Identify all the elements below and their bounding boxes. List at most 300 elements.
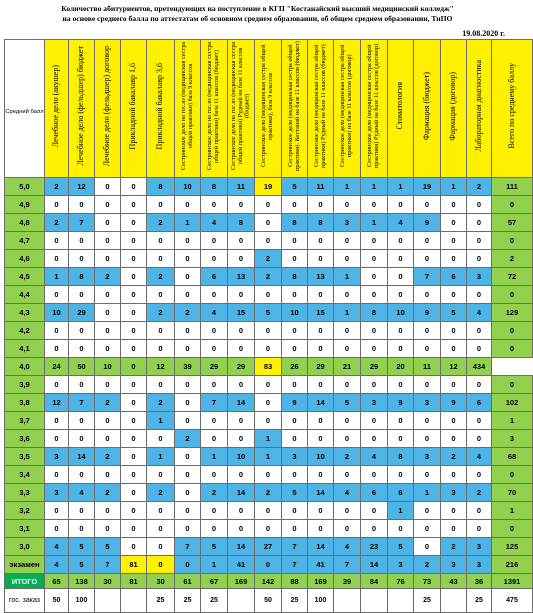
table-cell: 0 (147, 340, 175, 358)
table-cell: 0 (69, 412, 95, 430)
row-label: 4,0 (5, 358, 45, 376)
table-cell: 9 (414, 304, 441, 322)
table-cell: 10 (228, 448, 255, 466)
column-header-label: Сестринское дело (медицинская сестра общей практики), база 9 классов (260, 44, 274, 168)
table-cell: 1 (334, 304, 361, 322)
table-cell: 0 (45, 376, 69, 394)
table-cell: 2 (255, 250, 282, 268)
table-cell: 3 (45, 448, 69, 466)
table-cell: 0 (147, 538, 175, 556)
column-header-label: Фармация (договор) (448, 71, 458, 141)
table-cell: 1 (255, 448, 282, 466)
table-cell: 8 (308, 214, 334, 232)
row-label: 3,8 (5, 394, 45, 412)
table-cell: 0 (334, 502, 361, 520)
table-cell: 0 (388, 196, 414, 214)
table-cell: 0 (414, 466, 441, 484)
table-cell: 0 (147, 196, 175, 214)
row-label: 3,0 (5, 538, 45, 556)
column-header-label: Сестринское дело (медицинская сестра общей практики) Рудный на базе 11 классов (договор) (366, 43, 380, 169)
table-cell: 0 (361, 250, 388, 268)
column-header-label: Прикладной бакалавр 1,6 (128, 62, 138, 150)
table-cell: 0 (388, 268, 414, 286)
table-cell: 0 (441, 430, 467, 448)
table-cell: 1 (201, 556, 228, 574)
itogo-row (5, 574, 533, 589)
table-cell: 8 (69, 268, 95, 286)
table-cell: 2 (414, 556, 441, 574)
table-cell: 0 (121, 268, 147, 286)
table-cell: 0 (334, 412, 361, 430)
table-row (5, 358, 533, 376)
table-cell: 0 (308, 196, 334, 214)
table-cell: 0 (334, 520, 361, 538)
table-cell: 0 (121, 448, 147, 466)
column-header-label: Сестринское дело (медицинская сестра общей практики) на базе 11 классов (договор) (339, 44, 353, 168)
table-cell: 0 (441, 340, 467, 358)
row-label: экзамен (5, 556, 45, 574)
table-cell: 7 (414, 268, 441, 286)
table-cell: 0 (45, 430, 69, 448)
table-cell: 0 (308, 250, 334, 268)
table-cell: 0 (147, 466, 175, 484)
itogo-cell: 67 (201, 574, 228, 589)
table-cell: 0 (441, 232, 467, 250)
table-cell: 0 (467, 286, 492, 304)
table-cell: 0 (414, 538, 441, 556)
column-header (492, 40, 533, 178)
table-cell: 0 (175, 412, 201, 430)
table-cell: 0 (361, 286, 388, 304)
gos-cell: 25 (175, 589, 201, 613)
column-header (95, 40, 121, 178)
table-cell: 0 (467, 376, 492, 394)
table-cell: 0 (201, 232, 228, 250)
table-cell: 0 (95, 502, 121, 520)
table-cell: 14 (308, 484, 334, 502)
table-cell: 0 (308, 340, 334, 358)
column-header (121, 40, 147, 178)
table-cell: 0 (308, 520, 334, 538)
table-cell: 9 (414, 214, 441, 232)
table-cell: 0 (388, 232, 414, 250)
table-cell: 50 (69, 358, 95, 376)
table-cell: 0 (121, 430, 147, 448)
table-cell: 0 (175, 322, 201, 340)
table-cell: 0 (121, 412, 147, 430)
table-cell: 0 (228, 412, 255, 430)
table-cell: 0 (95, 376, 121, 394)
table-cell: 0 (95, 178, 121, 196)
table-cell: 14 (308, 538, 334, 556)
gos-cell: 25 (201, 589, 228, 613)
table-cell: 0 (414, 250, 441, 268)
table-cell: 0 (175, 376, 201, 394)
table-cell: 0 (121, 466, 147, 484)
table-cell: 3 (414, 448, 441, 466)
row-label: 3,7 (5, 412, 45, 430)
table-cell: 10 (175, 178, 201, 196)
table-cell: 8 (282, 268, 308, 286)
table-cell: 0 (255, 322, 282, 340)
row-label: 4,9 (5, 196, 45, 214)
table-cell: 0 (175, 286, 201, 304)
table-cell: 0 (388, 322, 414, 340)
row-label: 4,3 (5, 304, 45, 322)
table-cell: 0 (95, 466, 121, 484)
table-row (5, 340, 533, 358)
table-cell: 0 (414, 376, 441, 394)
table-cell: 0 (308, 430, 334, 448)
table-cell: 0 (441, 322, 467, 340)
table-cell: 0 (414, 412, 441, 430)
table-cell: 0 (282, 196, 308, 214)
table-cell: 0 (361, 268, 388, 286)
table-cell: 5 (201, 538, 228, 556)
table-cell: 11 (308, 178, 334, 196)
table-cell: 0 (492, 322, 533, 340)
table-row (5, 178, 533, 196)
table-row (5, 430, 533, 448)
table-cell: 0 (441, 214, 467, 232)
column-header (255, 40, 282, 178)
table-cell: 0 (282, 322, 308, 340)
table-cell: 0 (95, 340, 121, 358)
table-cell: 0 (69, 430, 95, 448)
table-cell: 0 (201, 322, 228, 340)
table-cell: 10 (388, 304, 414, 322)
gos-cell (228, 589, 255, 613)
table-row (5, 412, 533, 430)
table-cell: 0 (255, 232, 282, 250)
table-cell: 0 (492, 286, 533, 304)
score-header (5, 40, 45, 178)
table-cell: 10 (45, 304, 69, 322)
table-cell: 0 (95, 520, 121, 538)
table-cell: 1 (492, 502, 533, 520)
table-cell: 0 (201, 412, 228, 430)
score-header-label: Средний балл (5, 108, 44, 115)
table-cell: 0 (45, 340, 69, 358)
table-cell: 0 (492, 340, 533, 358)
table-cell: 0 (361, 232, 388, 250)
table-cell: 0 (175, 448, 201, 466)
row-label: 4,4 (5, 286, 45, 304)
table-cell: 0 (121, 250, 147, 268)
itogo-cell: 43 (441, 574, 467, 589)
table-cell: 23 (361, 538, 388, 556)
table-cell: 3 (45, 484, 69, 502)
table-cell: 3 (467, 556, 492, 574)
table-cell: 8 (147, 178, 175, 196)
table-cell: 0 (201, 340, 228, 358)
table-cell: 3 (361, 394, 388, 412)
table-cell: 0 (45, 286, 69, 304)
table-cell: 0 (69, 340, 95, 358)
table-cell: 0 (147, 232, 175, 250)
table-cell: 2 (255, 484, 282, 502)
column-header (414, 40, 441, 178)
table-cell: 0 (45, 520, 69, 538)
table-cell: 0 (121, 520, 147, 538)
table-cell: 1 (147, 448, 175, 466)
table-cell: 0 (201, 466, 228, 484)
table-cell: 4 (201, 304, 228, 322)
table-cell: 0 (388, 520, 414, 538)
table-cell: 0 (228, 502, 255, 520)
table-cell: 2 (201, 484, 228, 502)
table-cell: 0 (95, 232, 121, 250)
table-cell: 14 (361, 556, 388, 574)
table-cell: 4 (467, 304, 492, 322)
title-line-2: на основе среднего балла по аттестатам об основном среднем образовании, об общем среднем образовании, ТиПО (62, 14, 453, 23)
table-cell: 0 (228, 232, 255, 250)
column-header (201, 40, 228, 178)
table-cell: 0 (121, 538, 147, 556)
table-cell: 0 (361, 502, 388, 520)
table-cell: 0 (69, 376, 95, 394)
table-cell: 0 (467, 466, 492, 484)
table-cell: 0 (147, 322, 175, 340)
table-cell: 7 (282, 556, 308, 574)
table-cell: 0 (121, 484, 147, 502)
table-cell: 8 (282, 214, 308, 232)
table-cell: 0 (334, 466, 361, 484)
table-cell: 0 (255, 556, 282, 574)
row-label: 3,3 (5, 484, 45, 502)
table-cell: 7 (95, 556, 121, 574)
table-cell: 14 (228, 394, 255, 412)
table-cell: 4 (45, 556, 69, 574)
itogo-cell: 169 (228, 574, 255, 589)
table-cell: 0 (95, 430, 121, 448)
table-cell: 14 (308, 394, 334, 412)
table-cell: 0 (95, 196, 121, 214)
header-row (5, 40, 533, 178)
table-cell: 0 (255, 412, 282, 430)
table-cell: 0 (147, 556, 175, 574)
table-cell: 9 (388, 394, 414, 412)
table-cell: 0 (121, 340, 147, 358)
table-cell: 129 (492, 304, 533, 322)
table-cell: 0 (467, 412, 492, 430)
table-cell: 0 (492, 520, 533, 538)
gos-cell (334, 589, 361, 613)
table-row (5, 520, 533, 538)
table-cell: 0 (228, 520, 255, 538)
table-cell: 4 (334, 484, 361, 502)
table-cell: 0 (441, 520, 467, 538)
table-row (5, 196, 533, 214)
table-row (5, 286, 533, 304)
table-cell: 0 (45, 466, 69, 484)
table-cell: 0 (414, 340, 441, 358)
table-cell: 0 (441, 196, 467, 214)
row-label: 3,5 (5, 448, 45, 466)
table-cell: 0 (201, 286, 228, 304)
table-cell: 83 (255, 358, 282, 376)
table-cell: 0 (175, 484, 201, 502)
table-cell: 5 (255, 304, 282, 322)
table-cell: 3 (467, 268, 492, 286)
table-cell: 0 (175, 196, 201, 214)
table-cell: 1 (45, 268, 69, 286)
table-cell: 1 (361, 178, 388, 196)
table-cell: 0 (414, 322, 441, 340)
table-cell: 0 (255, 196, 282, 214)
itogo-cell: 88 (282, 574, 308, 589)
table-cell: 0 (228, 322, 255, 340)
table-cell: 0 (147, 250, 175, 268)
table-cell: 0 (361, 196, 388, 214)
table-row (5, 250, 533, 268)
table-cell: 8 (388, 448, 414, 466)
table-cell: 0 (45, 232, 69, 250)
itogo-cell: 76 (388, 574, 414, 589)
table-cell: 10 (95, 358, 121, 376)
table-cell: 0 (201, 250, 228, 268)
table-cell: 0 (467, 430, 492, 448)
table-cell: 12 (147, 358, 175, 376)
table-cell: 0 (175, 556, 201, 574)
gos-cell: 475 (492, 589, 533, 613)
row-label: 3,2 (5, 502, 45, 520)
table-cell: 4 (388, 214, 414, 232)
table-cell: 0 (69, 196, 95, 214)
table-cell: 6 (441, 268, 467, 286)
table-cell: 5 (282, 484, 308, 502)
table-cell: 0 (121, 178, 147, 196)
table-cell: 1 (255, 430, 282, 448)
column-header (228, 40, 255, 178)
table-cell: 0 (441, 250, 467, 268)
table-cell: 10 (282, 304, 308, 322)
table-cell: 1 (175, 214, 201, 232)
table-cell: 0 (361, 466, 388, 484)
table-cell: 0 (467, 196, 492, 214)
table-cell: 7 (69, 214, 95, 232)
table-cell: 125 (492, 538, 533, 556)
table-cell: 0 (255, 502, 282, 520)
column-header-label: Сестринское дело (медицинская сестра общей практики). Костанай на базе 11 классов (бюджет) (286, 41, 301, 171)
row-label: 4,6 (5, 250, 45, 268)
table-row (5, 466, 533, 484)
table-row (5, 376, 533, 394)
table-cell: 57 (492, 214, 533, 232)
table-cell: 12 (45, 394, 69, 412)
row-label: 3,4 (5, 466, 45, 484)
table-cell: 0 (121, 394, 147, 412)
table-cell: 9 (282, 394, 308, 412)
column-header-label: Стоматология (395, 82, 405, 130)
table-cell: 0 (441, 502, 467, 520)
table-cell: 0 (388, 340, 414, 358)
table-cell: 0 (121, 286, 147, 304)
table-cell: 27 (255, 538, 282, 556)
table-cell: 0 (388, 250, 414, 268)
gos-cell: 100 (308, 589, 334, 613)
table-cell: 7 (69, 394, 95, 412)
table-cell: 0 (121, 502, 147, 520)
gos-cell: 25 (467, 589, 492, 613)
itogo-cell: 30 (147, 574, 175, 589)
table-row (5, 502, 533, 520)
table-cell: 7 (201, 394, 228, 412)
table-cell: 0 (175, 250, 201, 268)
table-cell: 0 (255, 340, 282, 358)
table-cell: 0 (361, 412, 388, 430)
table-cell: 0 (228, 196, 255, 214)
table-cell: 0 (45, 196, 69, 214)
table-cell: 24 (45, 358, 69, 376)
gos-cell: 50 (255, 589, 282, 613)
table-cell: 1 (334, 268, 361, 286)
column-header-label: Лабораторная диагностика (473, 60, 483, 152)
table-cell: 14 (228, 484, 255, 502)
table-cell: 39 (175, 358, 201, 376)
table-cell: 7 (175, 538, 201, 556)
column-header (308, 40, 334, 178)
table-cell: 0 (334, 232, 361, 250)
applicants-table (4, 39, 533, 613)
table-cell: 19 (414, 178, 441, 196)
table-cell: 1 (147, 412, 175, 430)
table-cell: 0 (45, 502, 69, 520)
table-cell: 0 (334, 376, 361, 394)
table-row (5, 484, 533, 502)
table-cell: 2 (441, 448, 467, 466)
table-cell: 0 (282, 520, 308, 538)
gos-cell (441, 589, 467, 613)
table-cell: 3 (441, 484, 467, 502)
table-cell: 0 (282, 430, 308, 448)
table-cell: 1 (201, 448, 228, 466)
table-cell: 111 (492, 178, 533, 196)
column-header (69, 40, 95, 178)
table-cell: 0 (228, 430, 255, 448)
table-cell: 2 (45, 214, 69, 232)
table-cell: 0 (147, 376, 175, 394)
table-cell: 13 (228, 268, 255, 286)
table-cell: 0 (228, 286, 255, 304)
row-label: 4,5 (5, 268, 45, 286)
table-cell: 0 (467, 502, 492, 520)
table-cell: 0 (45, 412, 69, 430)
table-cell: 0 (441, 376, 467, 394)
table-cell: 2 (147, 268, 175, 286)
table-cell: 0 (467, 322, 492, 340)
table-cell: 11 (228, 178, 255, 196)
table-cell: 0 (201, 520, 228, 538)
table-cell: 0 (69, 466, 95, 484)
table-cell: 70 (492, 484, 533, 502)
table-cell: 0 (282, 286, 308, 304)
table-cell: 0 (175, 268, 201, 286)
table-cell: 0 (175, 466, 201, 484)
table-cell: 1 (441, 178, 467, 196)
table-cell: 20 (388, 358, 414, 376)
row-label: 3,1 (5, 520, 45, 538)
table-cell: 0 (414, 196, 441, 214)
table-cell: 0 (334, 286, 361, 304)
gos-cell: 25 (147, 589, 175, 613)
gos-cell (95, 589, 121, 613)
table-row (5, 538, 533, 556)
table-cell: 216 (492, 556, 533, 574)
itogo-cell: 142 (255, 574, 282, 589)
table-cell: 0 (69, 502, 95, 520)
table-cell: 29 (308, 358, 334, 376)
